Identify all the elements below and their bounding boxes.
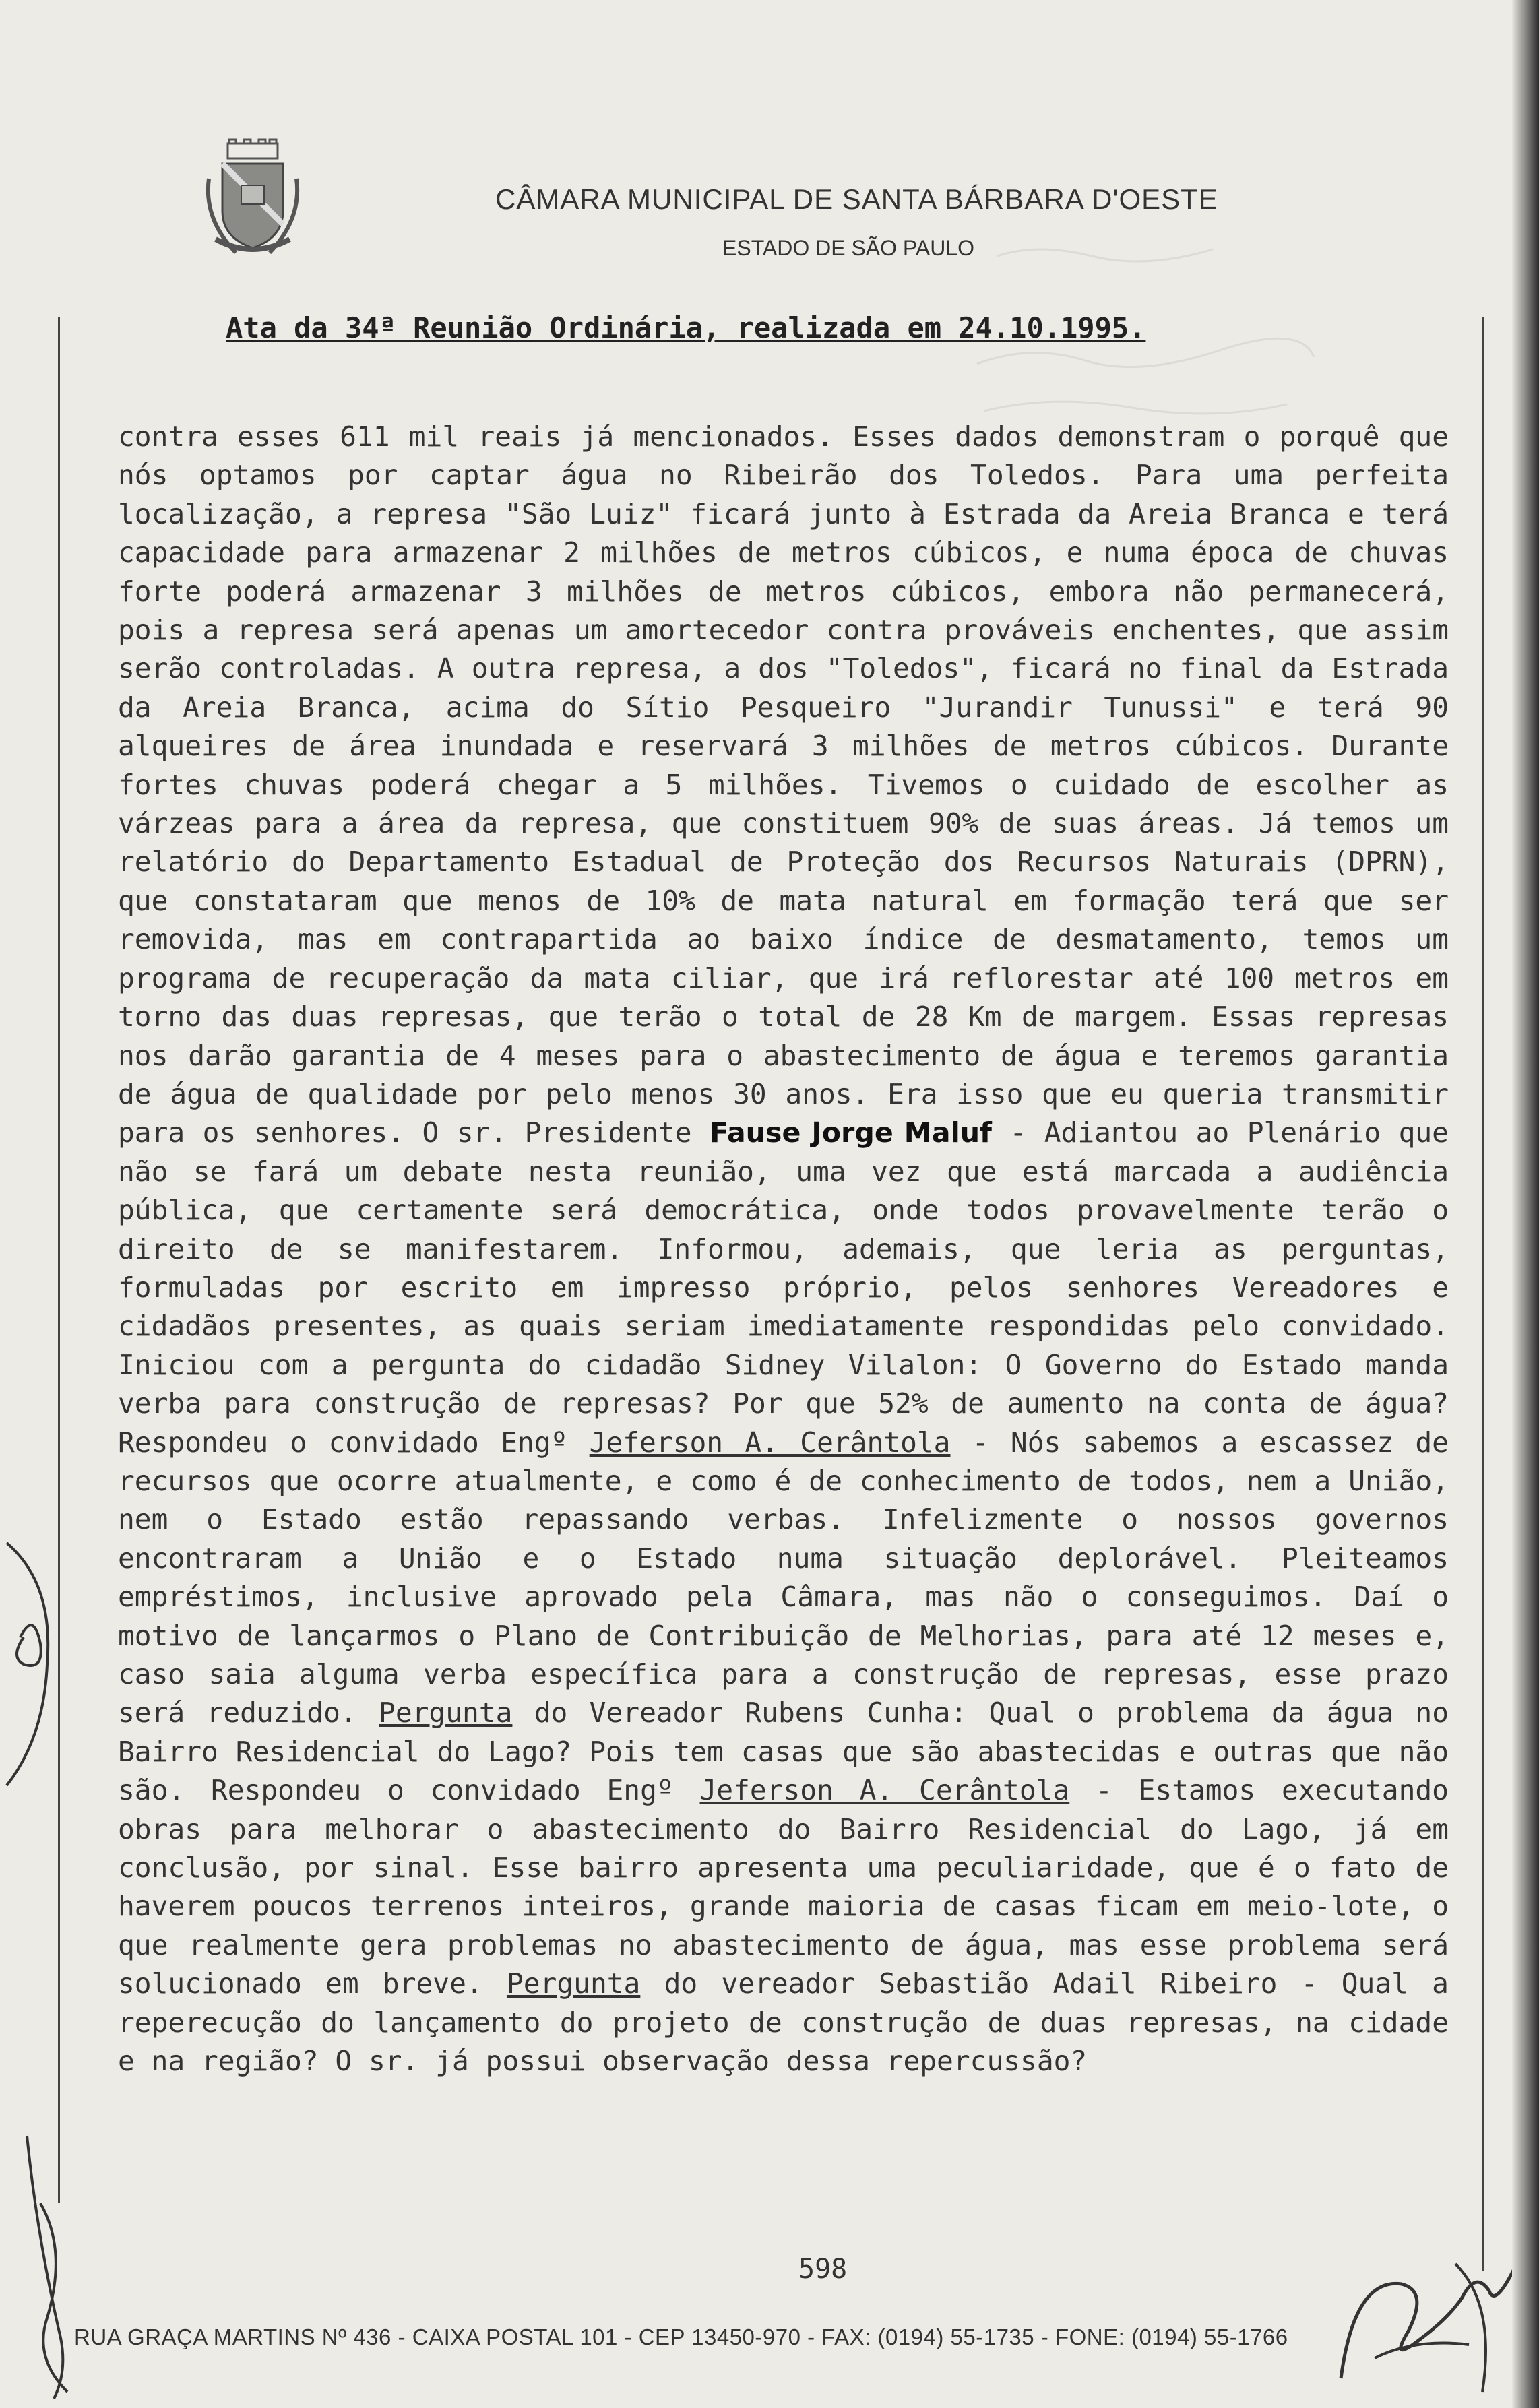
state-heading: ESTADO DE SÃO PAULO bbox=[722, 236, 975, 260]
guest-name: Jeferson A. Cerântola bbox=[589, 1426, 951, 1459]
left-margin-rule bbox=[58, 317, 60, 2203]
left-bottom-rubric-signature bbox=[13, 2122, 88, 2408]
paragraph-text: contra esses 611 mil reais já mencionados. Esses dados demonstram o porquê que nós optamos por captar água no Ribeirão dos Toledos. Para uma perfeita localização, a represa "São Luiz" ficará junto à Estrada da Areia Branca e terá capacidade para armazenar 2 milhões de metros cúbicos, e numa época de chuvas forte poderá armazenar 3 milhões de metros cúbicos, embora não permanecerá, pois a represa será apenas um amortecedor contra prováveis enchentes, que assim serão controladas. A outra represa, a dos "Toledos", ficará no final da Estrada da Areia Branca, acima do Sítio Pesqueiro "Jurandir Tunussi" e terá 90 alqueires de área inundada e reservará 3 milhões de metros cúbicos. Durante fortes chuvas poderá chegar a 5 milhões. Tivemos o cuidado de escolher as várzeas para a área da represa, que constituem 90% de suas áreas. Já temos um relatório do Departamento Estadual de Proteção dos Recursos Naturais (DPRN), que constataram que menos de 10% de mata natural em formação terá que ser removida, mas em contrapartida ao baixo índice de desmatamento, temos um programa de recuperação da mata ciliar, que irá reflorestar até 100 metros em torno das duas represas, que terão o total de 28 Km de margem. Essas represas nos darão garantia de 4 meses para o abastecimento de água e teremos garantia de água de qualidade por pelo menos 30 anos. Era isso que eu queria transmitir para os senhores. O sr. Presidente bbox=[118, 420, 1449, 1149]
bottom-right-rubric-signature bbox=[1321, 2223, 1523, 2408]
municipal-coat-of-arms-emblem bbox=[202, 138, 303, 263]
question-label: Pergunta bbox=[379, 1697, 513, 1730]
question-label: Pergunta bbox=[506, 1967, 641, 2000]
guest-name: Jeferson A. Cerântola bbox=[699, 1774, 1070, 1807]
left-margin-initials-signature bbox=[0, 1529, 61, 1799]
paragraph-text: - Nós sabemos a escassez de recursos que ocorre atualmente, e como é de conhecimento de todos, nem a União, nem o Estado estão repassando verbas. Infelizmente o nossos governos encontraram a União e o Estado numa situação deplorável. Pleiteamos empréstimos, inclusive aprovado pela Câmara, mas não o conseguimos. Daí o motivo de lançarmos o Plano de Contribuição de Melhorias, para até 12 meses e, caso saia alguma verba específica para a construção de represas, esse prazo será reduzido. bbox=[118, 1426, 1449, 1730]
institution-heading: CÂMARA MUNICIPAL DE SANTA BÁRBARA D'OESTE bbox=[495, 183, 1218, 215]
minutes-paragraph bbox=[118, 418, 1449, 2081]
paragraph-text: - Adiantou ao Plenário que não se fará um debate nesta reunião, uma vez que está marcada a audiência pública, que certamente será democrática, onde todos provavelmente terão o direito de se manifestarem. Informou, ademais, que leria as perguntas, formuladas por escrito em impresso próprio, pelos senhores Vereadores e cidadãos presentes, as quais seriam imediatamente respondidas pelo convidado. Iniciou com a pergunta do cidadão Sidney Vilalon: O Governo do Estado manda verba para construção de represas? Por que 52% de aumento na conta de água? Respondeu o convidado Engº bbox=[118, 1116, 1449, 1459]
binding-edge-shadow bbox=[1512, 0, 1539, 2408]
paragraph-text: do vereador Sebastião Adail Ribeiro - Qual a reperecução do lançamento do projeto de construção de duas represas, na cidade e na região? O sr. já possui observação dessa repercussão? bbox=[118, 1967, 1449, 2078]
paragraph-text: - Estamos executando obras para melhorar o abastecimento do Bairro Residencial do Lago, já em conclusão, por sinal. Esse bairro apresenta uma peculiaridade, que é o fato de haverem poucos terrenos inteiros, grande maioria de casas ficam em meio-lote, o que realmente gera problemas no abastecimento de água, mas esse problema será solucionado em breve. bbox=[118, 1774, 1449, 2000]
minutes-body bbox=[118, 418, 1449, 2081]
paragraph-text: do Vereador Rubens Cunha: Qual o problema da água no Bairro Residencial do Lago? Pois tem casas que são abastecidas e outras que não são. Respondeu o convidado Engº bbox=[118, 1697, 1449, 1807]
right-margin-rule bbox=[1482, 317, 1484, 2271]
minutes-title: Ata da 34ª Reunião Ordinária, realizada em 24.10.1995. bbox=[226, 311, 1146, 344]
footer-address: RUA GRAÇA MARTINS Nº 436 - CAIXA POSTAL 101 - CEP 13450-970 - FAX: (0194) 55-1735 - FONE: (0194) 55-1766 bbox=[74, 2324, 1288, 2349]
president-name: Fause Jorge Maluf bbox=[710, 1116, 992, 1149]
page-number: 598 bbox=[798, 2254, 848, 2285]
